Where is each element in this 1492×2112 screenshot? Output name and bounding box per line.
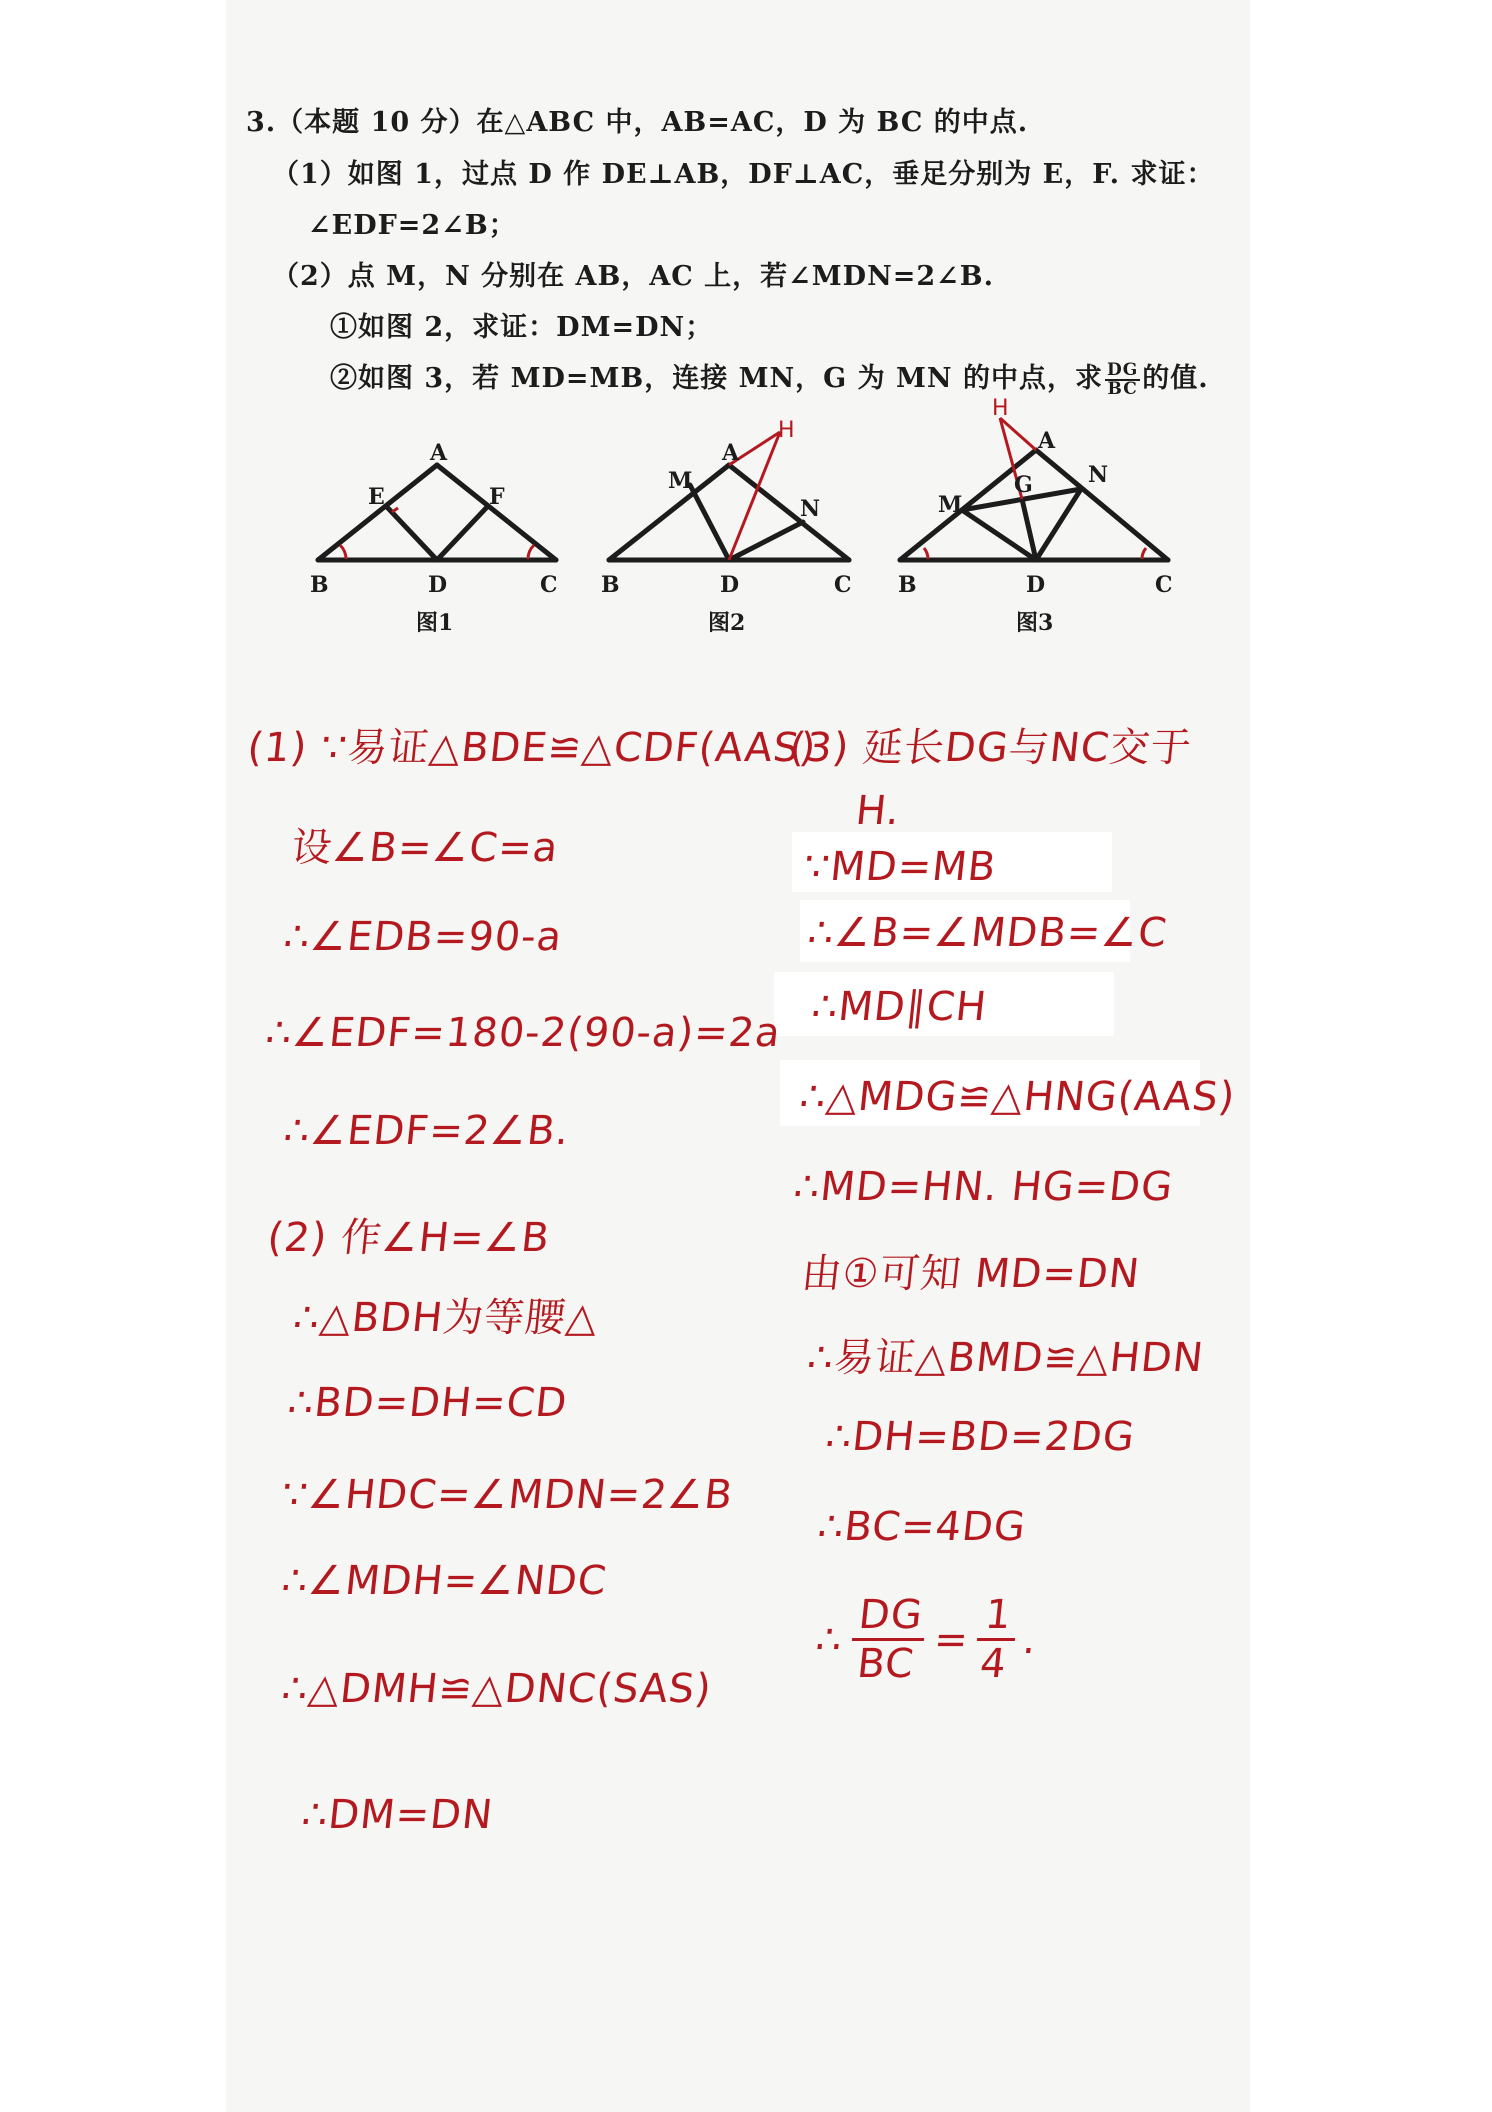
- solution-left-line-10: ∴∠MDH=∠NDC: [279, 1558, 610, 1604]
- question-part2-sub2-tail: 的值.: [1142, 363, 1209, 394]
- solution-right-line-1: (3) 延长DG与NC交于: [787, 725, 1195, 771]
- fig1-label-e: E: [368, 484, 385, 510]
- solution-left-line-7: ∴△BDH为等腰△: [291, 1295, 601, 1341]
- solution-right-line-10: ∴DH=BD=2DG: [823, 1414, 1138, 1460]
- final-fraction-dg-bc: [847, 1592, 929, 1687]
- solution-right-line-7: ∴MD=HN. HG=DG: [791, 1164, 1176, 1210]
- question-part2-line1: （2）点 M，N 分别在 AB，AC 上，若∠MDN=2∠B.: [272, 261, 995, 292]
- fig3-label-d: D: [1026, 572, 1046, 598]
- fig2-label-m: M: [668, 468, 693, 494]
- solution-final-answer: [811, 1592, 1042, 1687]
- solution-left-line-1: (1) ∵易证△BDE≌△CDF(AAS): [245, 725, 819, 771]
- fig3-label-n: N: [1088, 462, 1109, 488]
- solution-right-line-9: ∴易证△BMD≌△HDN: [805, 1335, 1207, 1381]
- fig3-label-g: G: [1014, 472, 1033, 498]
- fig3-caption: 图3: [1016, 610, 1054, 636]
- solution-left-line-5: ∴∠EDF=2∠B.: [281, 1108, 572, 1154]
- fig2-label-h: H: [778, 418, 795, 443]
- solution-left-line-4: ∴∠EDF=180-2(90-a)=2a: [263, 1010, 784, 1056]
- fig1-label-a: A: [430, 440, 448, 466]
- fig3-label-h: H: [992, 396, 1009, 421]
- solution-right-line-11: ∴BC=4DG: [815, 1504, 1029, 1550]
- final-therefore: ∴: [813, 1616, 845, 1663]
- question-header: 3.（本题 10 分）在△ABC 中，AB=AC，D 为 BC 的中点.: [246, 107, 1029, 138]
- question-part2-sub2: [330, 356, 1209, 398]
- solution-right-line-8: 由①可知 MD=DN: [799, 1251, 1143, 1297]
- question-part1-line1: （1）如图 1，过点 D 作 DE⊥AB，DF⊥AC，垂足分别为 E，F. 求证：: [272, 159, 1215, 190]
- fig2-caption: 图2: [708, 610, 746, 636]
- final-fraction-den: BC: [855, 1641, 917, 1687]
- fig3-label-m: M: [938, 492, 963, 518]
- fig3-label-a: A: [1038, 428, 1056, 454]
- dg-over-bc-fraction: [1105, 359, 1140, 399]
- fig3-label-b: B: [898, 572, 917, 598]
- solution-left-line-9: ∵∠HDC=∠MDN=2∠B: [279, 1472, 736, 1518]
- final-period: .: [1020, 1616, 1040, 1663]
- solution-left-line-2: 设∠B=∠C=a: [289, 825, 561, 871]
- final-value-fraction: [972, 1592, 1020, 1687]
- final-equals: =: [931, 1616, 972, 1663]
- fig1-label-d: D: [428, 572, 448, 598]
- fig1-label-b: B: [310, 572, 329, 598]
- solution-left-line-12: ∴DM=DN: [299, 1792, 496, 1838]
- fig2-label-b: B: [601, 572, 620, 598]
- solution-left-line-6: (2) 作∠H=∠B: [265, 1215, 553, 1261]
- solution-right-line-2: H.: [853, 788, 903, 834]
- fig2-label-a: A: [722, 440, 740, 466]
- fig2-label-d: D: [720, 572, 740, 598]
- fraction-denominator: BC: [1107, 378, 1138, 399]
- solution-left-line-3: ∴∠EDB=90-a: [281, 914, 565, 960]
- solution-left-line-11: ∴△DMH≌△DNC(SAS): [279, 1666, 715, 1712]
- fig1-label-f: F: [489, 484, 505, 510]
- fig2-label-n: N: [800, 496, 821, 522]
- solution-right-line-3: ∵MD=MB: [801, 844, 999, 890]
- fig1-caption: 图1: [416, 610, 454, 636]
- solution-right-line-5: ∴MD∥CH: [809, 984, 990, 1030]
- fig3-label-c: C: [1155, 572, 1173, 598]
- fig1-label-c: C: [540, 572, 558, 598]
- solution-right-line-6: ∴△MDG≌△HNG(AAS): [797, 1074, 1238, 1120]
- question-part2-sub2-text: ②如图 3，若 MD=MB，连接 MN，G 为 MN 的中点，求: [330, 363, 1104, 394]
- solution-left-line-8: ∴BD=DH=CD: [285, 1380, 570, 1426]
- final-fraction-num: DG: [852, 1592, 929, 1641]
- final-value-den: 4: [977, 1641, 1010, 1687]
- fig2-label-c: C: [834, 572, 852, 598]
- solution-right-line-4: ∴∠B=∠MDB=∠C: [805, 910, 1170, 956]
- fraction-numerator: DG: [1107, 359, 1139, 380]
- final-value-num: 1: [977, 1592, 1021, 1641]
- question-part1-line2: ∠EDF=2∠B；: [308, 210, 517, 241]
- question-part2-sub1: ①如图 2，求证：DM=DN；: [330, 312, 714, 343]
